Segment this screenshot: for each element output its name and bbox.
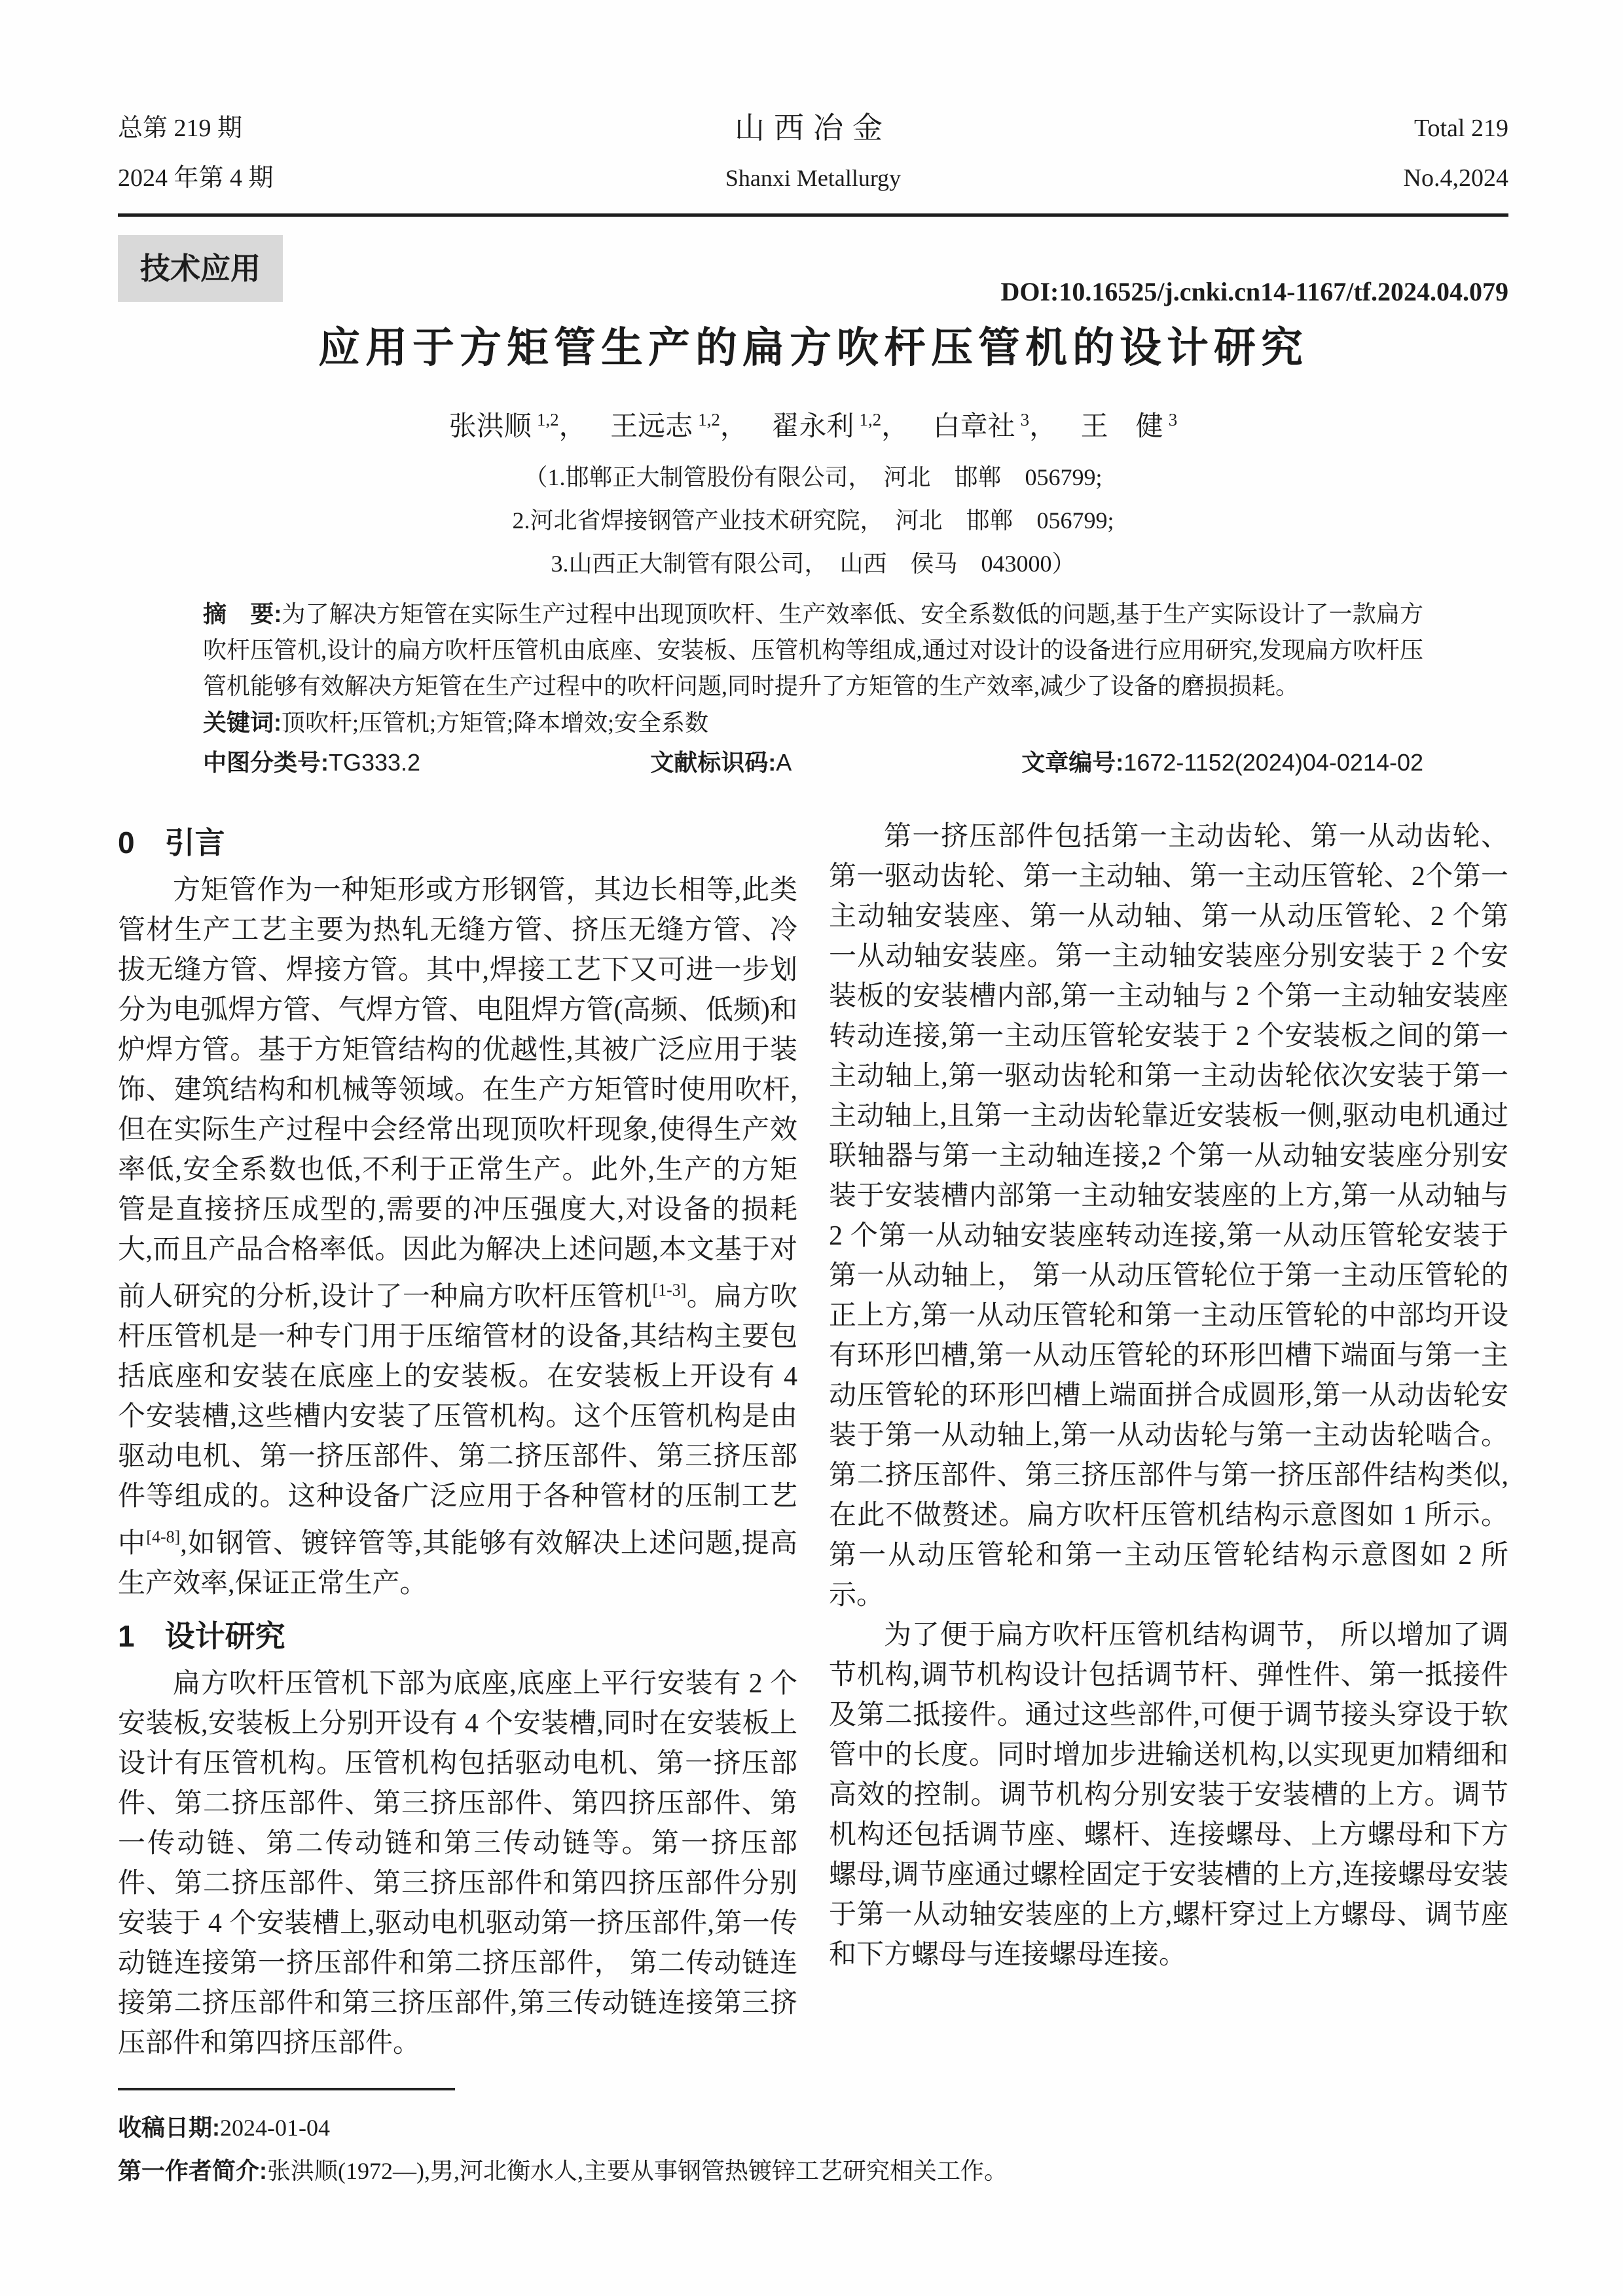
author-separator: ， [881, 412, 909, 442]
author [933, 412, 1074, 442]
author-separator: ， [558, 412, 587, 442]
right-column [829, 817, 1508, 2064]
journal-title-block [581, 103, 1045, 203]
author-separator: ， [1029, 412, 1057, 442]
issue-number-cn: 2024 年第 4 期 [118, 164, 274, 192]
author-name: 张洪顺 [448, 412, 532, 442]
doc-code-item [650, 746, 792, 779]
reference-superscript: [1-3] [652, 1281, 687, 1300]
author-name: 白章社 [932, 412, 1015, 442]
article-meta-row [203, 746, 1423, 779]
issue-total-cn: 总第 219 期 [118, 115, 243, 142]
left-column [118, 817, 797, 2064]
article-id-value: 1672-1152(2024)04-0214-02 [1123, 749, 1423, 776]
author-name: 翟永利 [771, 412, 854, 442]
extrusion-paragraph: 第一挤压部件包括第一主动齿轮、第一从动齿轮、第一驱动齿轮、第一主动轴、第一主动压管轮、2个第一主动轴安装座、第一从动轴、第一从动压管轮、2 个第一从动轴安装座。第一主动轴安装座分别安装于 2 个安装板的安装槽内部,第一主动轴与 2 个第一主动轴安装座转动连接,第一主动压管轮安装于 2 个安装板之间的第一主动轴上,第一驱动齿轮和第一主动齿轮依次安装于第一主动轴上,且第一主动齿轮靠近安装板一侧,驱动电机通过联轴器与第一主动轴连接,2 个第一从动轴安装座分别安装于安装槽内部第一主动轴安装座的上方,第一从动轴与 2 个第一从动轴安装座转动连接,第一从动压管轮安装于第一从动轴上， 第一从动压管轮位于第一主动压管轮的正上方,第一从动压管轮和第一主动压管轮的中部均开设有环形凹槽,第一从动压管轮的环形凹槽下端面与第一主动压管轮的环形凹槽上端面拼合成圆形,第一从动齿轮安装于第一从动轴上,第一从动齿轮与第一主动齿轮啮合。第二挤压部件、第三挤压部件与第一挤压部件结构类似,在此不做赘述。扁方吹杆压管机结构示意图如 1 所示。第一从动压管轮和第一主动压管轮结构示意图如 2 所示。 [829, 822, 1508, 1611]
clc-item [203, 746, 420, 779]
design-paragraph: 扁方吹杆压管机下部为底座,底座上平行安装有 2 个安装板,安装板上分别开设有 4 个安装槽,同时在安装板上设计有压管机构。压管机构包括驱动电机、第一挤压部件、第二挤压部件、第三挤压部件、第四挤压部件、第一传动链、第二传动链和第三传动链等。第一挤压部件、第二挤压部件、第三挤压部件和第四挤压部件分别安装于 4 个安装槽上,驱动电机驱动第一挤压部件,第一传动链连接第一挤压部件和第二挤压部件， 第二传动链连接第二挤压部件和第三挤压部件,第三传动链连接第三挤压部件和第四挤压部件。 [118, 1669, 797, 2058]
intro-paragraph [118, 871, 797, 1604]
category-badge: 技术应用 [118, 235, 283, 302]
abstract-block [203, 596, 1423, 704]
author [771, 412, 926, 442]
author [449, 412, 604, 442]
body-columns [118, 817, 1508, 2064]
affiliation-line: （1.邯郸正大制管股份有限公司， 河北 邯郸 056799; [524, 464, 1103, 490]
issue-total-en: Total 219 [1413, 115, 1508, 142]
abstract-label: 摘 要: [203, 600, 282, 627]
clc-label: 中图分类号: [203, 749, 329, 776]
first-author-bio-line [118, 2149, 1427, 2193]
clc-value: TG333.2 [329, 749, 421, 776]
intro-text: 。扁方吹杆压管机是一种专门用于压缩管材的设备,其结构主要包括底座和安装在底座上的安装板。在安装板上开设有 4 个安装槽,这些槽内安装了压管机构。这个压管机构是由驱动电机、第一挤压部件、第二挤压部件、第三挤压部件等组成的。这种设备广泛应用于各种管材的压制工艺中 [118, 1282, 797, 1559]
author-superscript: 1,2 [536, 410, 559, 429]
page-header [118, 103, 1508, 203]
author-superscript: 3 [1168, 410, 1178, 429]
author [610, 412, 765, 442]
author-name: 王 健 [1080, 412, 1163, 442]
category-row [118, 235, 1508, 308]
footnote-rule [118, 2088, 455, 2090]
author-separator: ， [720, 412, 748, 442]
author-superscript: 1,2 [859, 410, 882, 429]
affiliation-line: 2.河北省焊接钢管产业技术研究院， 河北 邯郸 056799; [512, 507, 1114, 534]
author-name: 王远志 [610, 412, 693, 442]
first-author-bio-label: 第一作者简介: [118, 2157, 267, 2184]
received-date-line [118, 2106, 1427, 2149]
received-date-value: 2024-01-04 [220, 2115, 330, 2141]
author [1081, 412, 1178, 442]
affiliations [118, 456, 1508, 585]
article-id-item [1021, 746, 1423, 779]
doi-text: DOI:10.16525/j.cnki.cn14-1167/tf.2024.04.079 [1000, 277, 1508, 306]
issue-info-en [1045, 103, 1508, 203]
first-author-bio-value: 张洪顺(1972—),男,河北衡水人,主要从事钢管热镀锌工艺研究相关工作。 [267, 2158, 1008, 2184]
article-id-label: 文章编号: [1021, 749, 1124, 776]
issue-info [118, 103, 581, 203]
journal-title-en: Shanxi Metallurgy [725, 165, 902, 191]
abstract-text: 为了解决方矩管在实际生产过程中出现顶吹杆、生产效率低、安全系数低的问题,基于生产实际设计了一款扁方吹杆压管机,设计的扁方吹杆压管机由底座、安装板、压管机构等组成,通过对设计的设备进行应用研究,发现扁方吹杆压管机能够有效解决方矩管在生产过程中的吹杆问题,同时提升了方矩管的生产效率,减少了设备的磨损损耗。 [203, 601, 1423, 699]
footnote-block [118, 2088, 1427, 2193]
author-superscript: 3 [1020, 410, 1030, 429]
authors-line [118, 401, 1508, 445]
keywords-row [203, 704, 1423, 741]
received-date-label: 收稿日期: [118, 2114, 220, 2141]
doc-code-label: 文献标识码: [650, 749, 776, 776]
intro-text: ,如钢管、镀锌管等,其能够有效解决上述问题,提高生产效率,保证正常生产。 [118, 1529, 797, 1599]
section-heading-0: 0 引言 [118, 826, 225, 860]
author-superscript: 1,2 [698, 410, 720, 429]
reference-superscript: [4-8] [146, 1527, 181, 1546]
intro-text: 方矩管作为一种矩形或方形钢管，其边长相等,此类管材生产工艺主要为热轧无缝方管、挤压无缝方管、冷拔无缝方管、焊接方管。其中,焊接工艺下又可进一步划分为电弧焊方管、气焊方管、电阻焊方管(高频、低频)和炉焊方管。基于方矩管结构的优越性,其被广泛应用于装饰、建筑结构和机械等领域。在生产方矩管时使用吹杆,但在实际生产过程中会经常出现顶吹杆现象,使得生产效率低,安全系数也低,不利于正常生产。此外,生产的方矩管是直接挤压成型的,需要的冲压强度大,对设备的损耗大,而且产品合格率低。因此为解决上述问题,本文基于对前人研究的分析,设计了一种扁方吹杆压管机 [118, 875, 797, 1312]
header-rule [118, 213, 1508, 217]
keywords-label: 关键词: [203, 709, 282, 736]
issue-number-en: No.4,2024 [1403, 164, 1508, 192]
journal-title-cn: 山西冶金 [735, 111, 892, 145]
adjustment-paragraph: 为了便于扁方吹杆压管机结构调节， 所以增加了调节机构,调节机构设计包括调节杆、弹性件、第一抵接件及第二抵接件。通过这些部件,可便于调节接头穿设于软管中的长度。同时增加步进输送机构,以实现更加精细和高效的控制。调节机构分别安装于安装槽的上方。调节机构还包括调节座、螺杆、连接螺母、上方螺母和下方螺母,调节座通过螺栓固定于安装槽的上方,连接螺母安装于第一从动轴安装座的上方,螺杆穿过上方螺母、调节座和下方螺母与连接螺母连接。 [829, 1620, 1508, 1970]
doc-code-value: A [776, 749, 792, 776]
keywords-text: 顶吹杆;压管机;方矩管;降本增效;安全系数 [282, 710, 709, 736]
article-title: 应用于方矩管生产的扁方吹杆压管机的设计研究 [318, 324, 1308, 371]
section-heading-1: 1 设计研究 [118, 1619, 285, 1653]
affiliation-line: 3.山西正大制管有限公司， 山西 侯马 043000） [551, 551, 1076, 577]
